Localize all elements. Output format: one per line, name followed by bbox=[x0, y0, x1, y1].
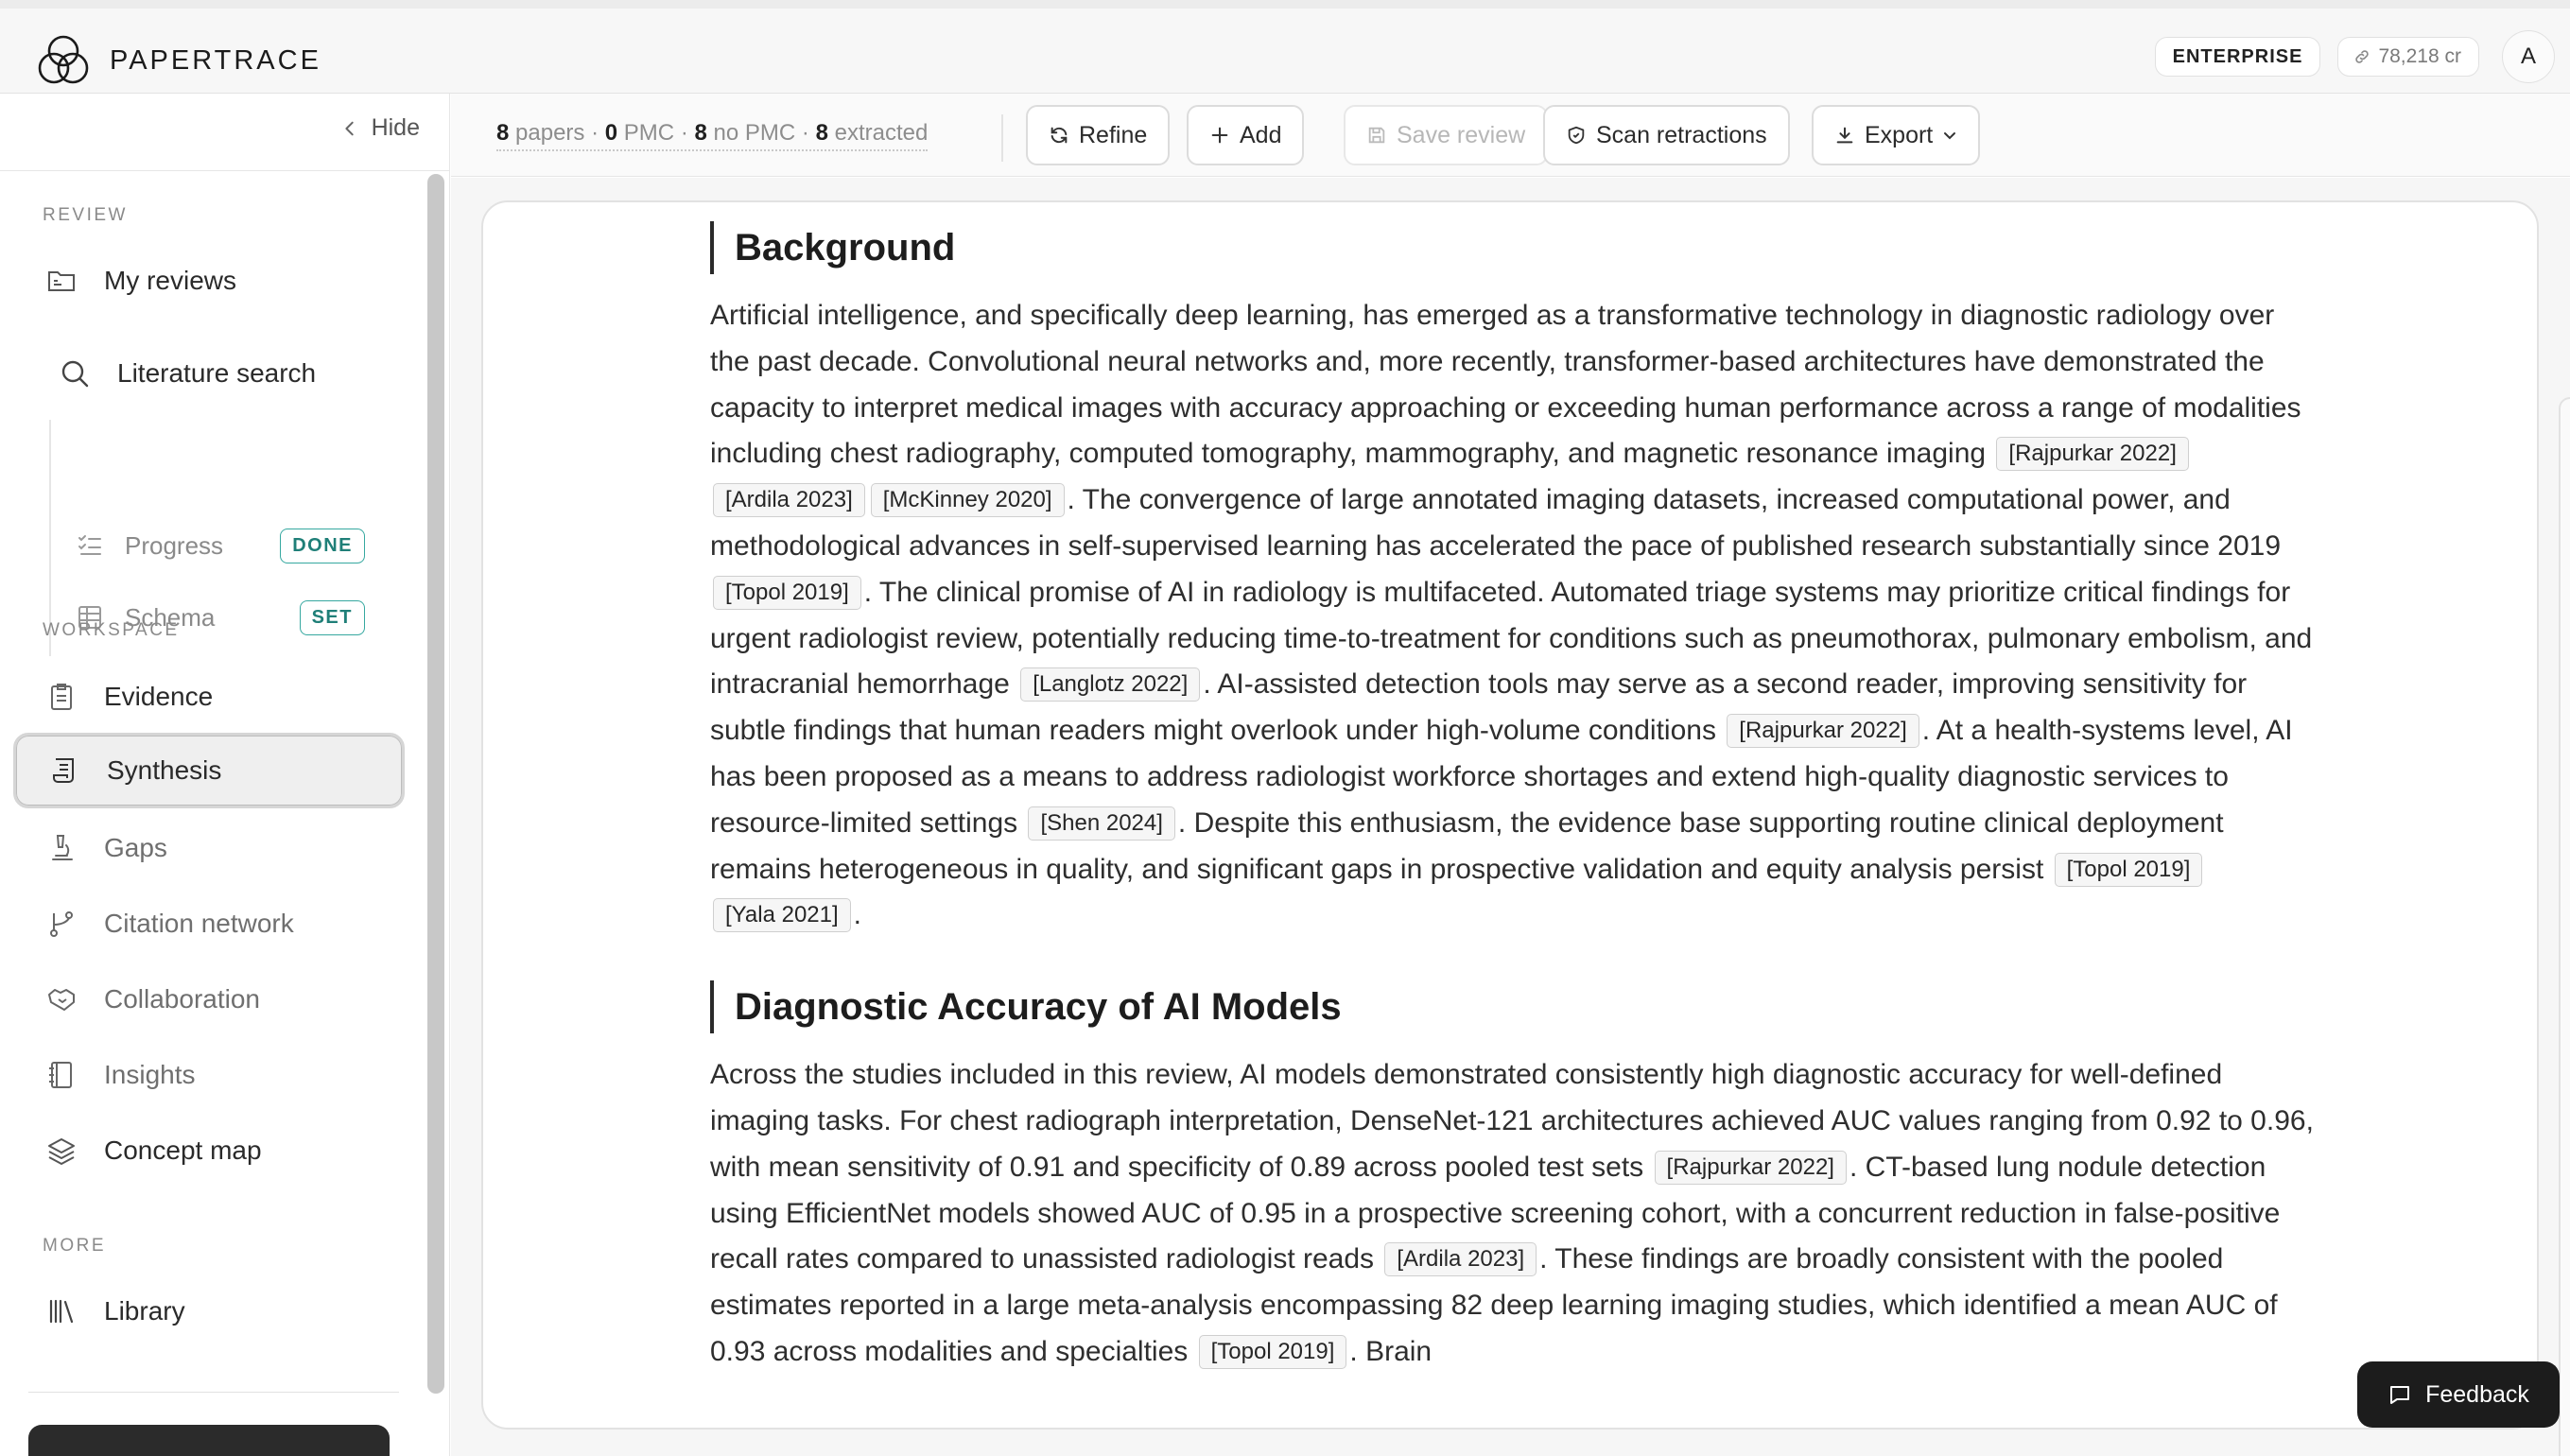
paragraph-text: . At a health-systems level, AI has been proposed as a means to address radiologist workforce shortages and extend high-quality diagnostic services to resource-limited settings bbox=[710, 715, 2293, 839]
sidebar-item-concept-map[interactable] bbox=[13, 1113, 405, 1188]
citation-chip[interactable]: [Yala 2021] bbox=[713, 898, 851, 932]
section-paragraph bbox=[710, 293, 2318, 939]
section-heading: Diagnostic Accuracy of AI Models bbox=[710, 980, 2318, 1033]
paragraph-text: . These findings are broadly consistent with the pooled estimates reported in a large meta-analysis encompassing 82 deep learning imaging studies, which identified a mean AUC of 0.93 across modalities and specialties bbox=[710, 1243, 2278, 1367]
toolbar-separator bbox=[1001, 114, 1003, 162]
citation-chip[interactable]: [Topol 2019] bbox=[1199, 1335, 1347, 1369]
citation-chip[interactable]: [Shen 2024] bbox=[1028, 806, 1174, 841]
status-badge-done: DONE bbox=[280, 529, 365, 563]
extracted-label: extracted bbox=[834, 120, 929, 146]
citation-chip[interactable]: [Rajpurkar 2022] bbox=[1996, 437, 2188, 471]
credits-badge[interactable] bbox=[2337, 37, 2479, 77]
side-panel-edge bbox=[2559, 397, 2570, 1456]
no-pmc-label: no PMC bbox=[713, 120, 796, 146]
toolbar bbox=[451, 94, 2570, 177]
sidebar-subitem-label: Progress bbox=[125, 530, 224, 560]
section-diagnostic-accuracy bbox=[710, 980, 2318, 1376]
section-label-more: MORE bbox=[43, 1236, 106, 1256]
paragraph-text: Artificial intelligence, and specifically deep learning, has emerged as a transformative technology in diagnostic radiology over the past decade. Convolutional neural networks and, more recently, transformer-based architectures have demonstrated the capacity to interpret medical images with accuracy approaching or exceeding human performance across a range of modalities including chest radiography, computed tomography, mammography, and magnetic resonance imaging bbox=[710, 300, 2301, 470]
citation-chip[interactable]: [Langlotz 2022] bbox=[1020, 667, 1200, 702]
paragraph-text: . The convergence of large annotated imaging datasets, increased computational power, and methodological advances in self-supervised learning has accelerated the pace of published research substantially since 2019 bbox=[710, 484, 2282, 562]
sidebar-header bbox=[0, 94, 450, 171]
sidebar-item-label: Gaps bbox=[104, 833, 167, 862]
refine-label: Refine bbox=[1079, 121, 1148, 148]
sidebar-item-my-reviews[interactable] bbox=[13, 243, 405, 319]
section-background bbox=[710, 221, 2318, 939]
stats-separator: · bbox=[801, 120, 809, 146]
paragraph-text: Across the studies included in this review, AI models demonstrated consistently high diagnostic accuracy for well-defined imaging tasks. For chest radiograph interpretation, DenseNet-121 architectures achieved AUC values ranging from 0.92 to 0.96, with mean sensitivity of 0.91 and specificity of 0.89 across pooled test sets bbox=[710, 1059, 2314, 1183]
add-button[interactable] bbox=[1187, 105, 1304, 165]
sidebar-item-insights[interactable] bbox=[13, 1037, 405, 1113]
sidebar-item-label: Citation network bbox=[104, 909, 294, 938]
credits-value: 78,218 cr bbox=[2378, 45, 2461, 67]
sidebar-item-label: Literature search bbox=[117, 358, 317, 388]
section-label-review: REVIEW bbox=[43, 205, 128, 225]
citation-chip[interactable]: [Rajpurkar 2022] bbox=[1727, 714, 1919, 748]
add-label: Add bbox=[1240, 121, 1282, 148]
layers-icon bbox=[43, 1133, 79, 1169]
sidebar-subitem-label: Schema bbox=[125, 602, 216, 632]
save-review-label: Save review bbox=[1397, 121, 1526, 148]
synthesis-document[interactable] bbox=[481, 200, 2539, 1430]
paragraph-text: . bbox=[853, 899, 861, 931]
pmc-label: PMC bbox=[623, 120, 675, 146]
sidebar-item-library[interactable] bbox=[13, 1274, 405, 1349]
sidebar-item-label: My reviews bbox=[104, 266, 237, 295]
paragraph-text: . Brain bbox=[1349, 1335, 1433, 1367]
new-review-button[interactable] bbox=[28, 1425, 390, 1456]
main-area bbox=[451, 178, 2570, 1456]
folder-icon bbox=[43, 263, 79, 299]
scroll-icon bbox=[46, 753, 82, 789]
sidebar-item-literature-search[interactable] bbox=[13, 336, 405, 411]
citation-chip[interactable]: [Rajpurkar 2022] bbox=[1655, 1151, 1847, 1185]
chevron-down-icon bbox=[1942, 128, 1957, 143]
pmc-count: 0 bbox=[604, 120, 618, 146]
feedback-label: Feedback bbox=[2425, 1380, 2529, 1408]
paragraph-text: . CT-based lung nodule detection using EfficientNet models showed AUC of 0.95 in a prospective screening cohort, with a concurrent reduction in false-positive recall rates compared to unassisted radiologist reads bbox=[710, 1151, 2281, 1275]
sidebar bbox=[0, 94, 450, 1456]
sidebar-item-evidence[interactable] bbox=[13, 659, 405, 735]
avatar[interactable]: A bbox=[2502, 30, 2555, 83]
shield-icon bbox=[1566, 125, 1587, 146]
sidebar-item-label: Collaboration bbox=[104, 984, 260, 1014]
sidebar-scrollbar[interactable] bbox=[427, 174, 444, 1394]
checklist-icon bbox=[76, 531, 104, 560]
section-paragraph bbox=[710, 1052, 2318, 1376]
extracted-count: 8 bbox=[815, 120, 828, 146]
top-bar bbox=[0, 0, 2570, 94]
export-button[interactable] bbox=[1812, 105, 1980, 165]
microscope-icon bbox=[43, 830, 79, 866]
git-branch-icon bbox=[43, 906, 79, 942]
chevron-left-icon bbox=[341, 120, 358, 137]
stats-separator: · bbox=[591, 120, 599, 146]
paragraph-text: . Despite this enthusiasm, the evidence base supporting routine clinical deployment remains heterogeneous in quality, and significant gaps in prospective validation and equity analysis persist bbox=[710, 806, 2224, 885]
sidebar-subitem-progress[interactable] bbox=[57, 516, 378, 575]
hide-label: Hide bbox=[371, 114, 420, 141]
link-icon bbox=[2353, 48, 2370, 65]
papers-label: papers bbox=[515, 120, 585, 146]
sidebar-item-label: Synthesis bbox=[107, 755, 222, 785]
no-pmc-count: 8 bbox=[694, 120, 707, 146]
download-icon bbox=[1834, 125, 1855, 146]
sidebar-item-label: Library bbox=[104, 1296, 185, 1326]
citation-chip[interactable]: [Ardila 2023] bbox=[1384, 1242, 1537, 1276]
search-icon bbox=[57, 355, 93, 391]
hide-sidebar-button[interactable] bbox=[341, 114, 420, 142]
citation-chip[interactable]: [Topol 2019] bbox=[713, 576, 861, 610]
plus-icon bbox=[1209, 125, 1230, 146]
refine-button[interactable] bbox=[1026, 105, 1170, 165]
sidebar-item-synthesis[interactable] bbox=[13, 733, 405, 808]
sidebar-item-citation-network[interactable] bbox=[13, 886, 405, 962]
stats-separator: · bbox=[680, 120, 688, 146]
chat-bubble-icon bbox=[2388, 1382, 2412, 1407]
papers-count: 8 bbox=[496, 120, 510, 146]
sidebar-divider bbox=[28, 1392, 399, 1393]
scan-retractions-button[interactable] bbox=[1543, 105, 1790, 165]
save-review-button[interactable] bbox=[1344, 105, 1548, 165]
sidebar-item-label: Insights bbox=[104, 1060, 196, 1089]
brand-name: PAPERTRACE bbox=[110, 44, 321, 76]
paragraph-text: . The clinical promise of AI in radiology is multifaceted. Automated triage systems may prioritize critical findings for urgent radiologist review, potentially reducing time-to-treatment for conditions such as pneumothorax, pulmonary embolism, and intracranial hemorrhage bbox=[710, 576, 2313, 701]
refresh-icon bbox=[1049, 125, 1069, 146]
notebook-icon bbox=[43, 1057, 79, 1093]
citation-chip[interactable]: [Ardila 2023] bbox=[713, 483, 865, 517]
citation-chip[interactable]: [Topol 2019] bbox=[2055, 853, 2203, 887]
sidebar-item-collaboration[interactable] bbox=[13, 962, 405, 1037]
brand-logo[interactable] bbox=[36, 33, 321, 88]
sidebar-item-gaps[interactable] bbox=[13, 810, 405, 886]
review-stats[interactable] bbox=[496, 120, 928, 151]
handshake-icon bbox=[43, 981, 79, 1017]
plan-badge: ENTERPRISE bbox=[2155, 37, 2321, 77]
citation-chip[interactable]: [McKinney 2020] bbox=[871, 483, 1065, 517]
export-label: Export bbox=[1865, 121, 1934, 148]
section-label-workspace: WORKSPACE bbox=[43, 620, 180, 640]
sidebar-item-label: Evidence bbox=[104, 682, 214, 711]
sidebar-item-label: Concept map bbox=[104, 1135, 262, 1165]
clipboard-icon bbox=[43, 679, 79, 715]
status-badge-set: SET bbox=[300, 600, 365, 635]
rings-logo-icon bbox=[36, 33, 91, 88]
paragraph-text: . AI-assisted detection tools may serve as a second reader, improving sensitivity for subtle findings that human readers might overlook under high-volume conditions bbox=[710, 668, 2248, 747]
scan-retractions-label: Scan retractions bbox=[1596, 121, 1767, 148]
save-icon bbox=[1366, 125, 1387, 146]
feedback-button[interactable] bbox=[2357, 1361, 2560, 1428]
library-icon bbox=[43, 1293, 79, 1329]
section-heading: Background bbox=[710, 221, 2318, 274]
